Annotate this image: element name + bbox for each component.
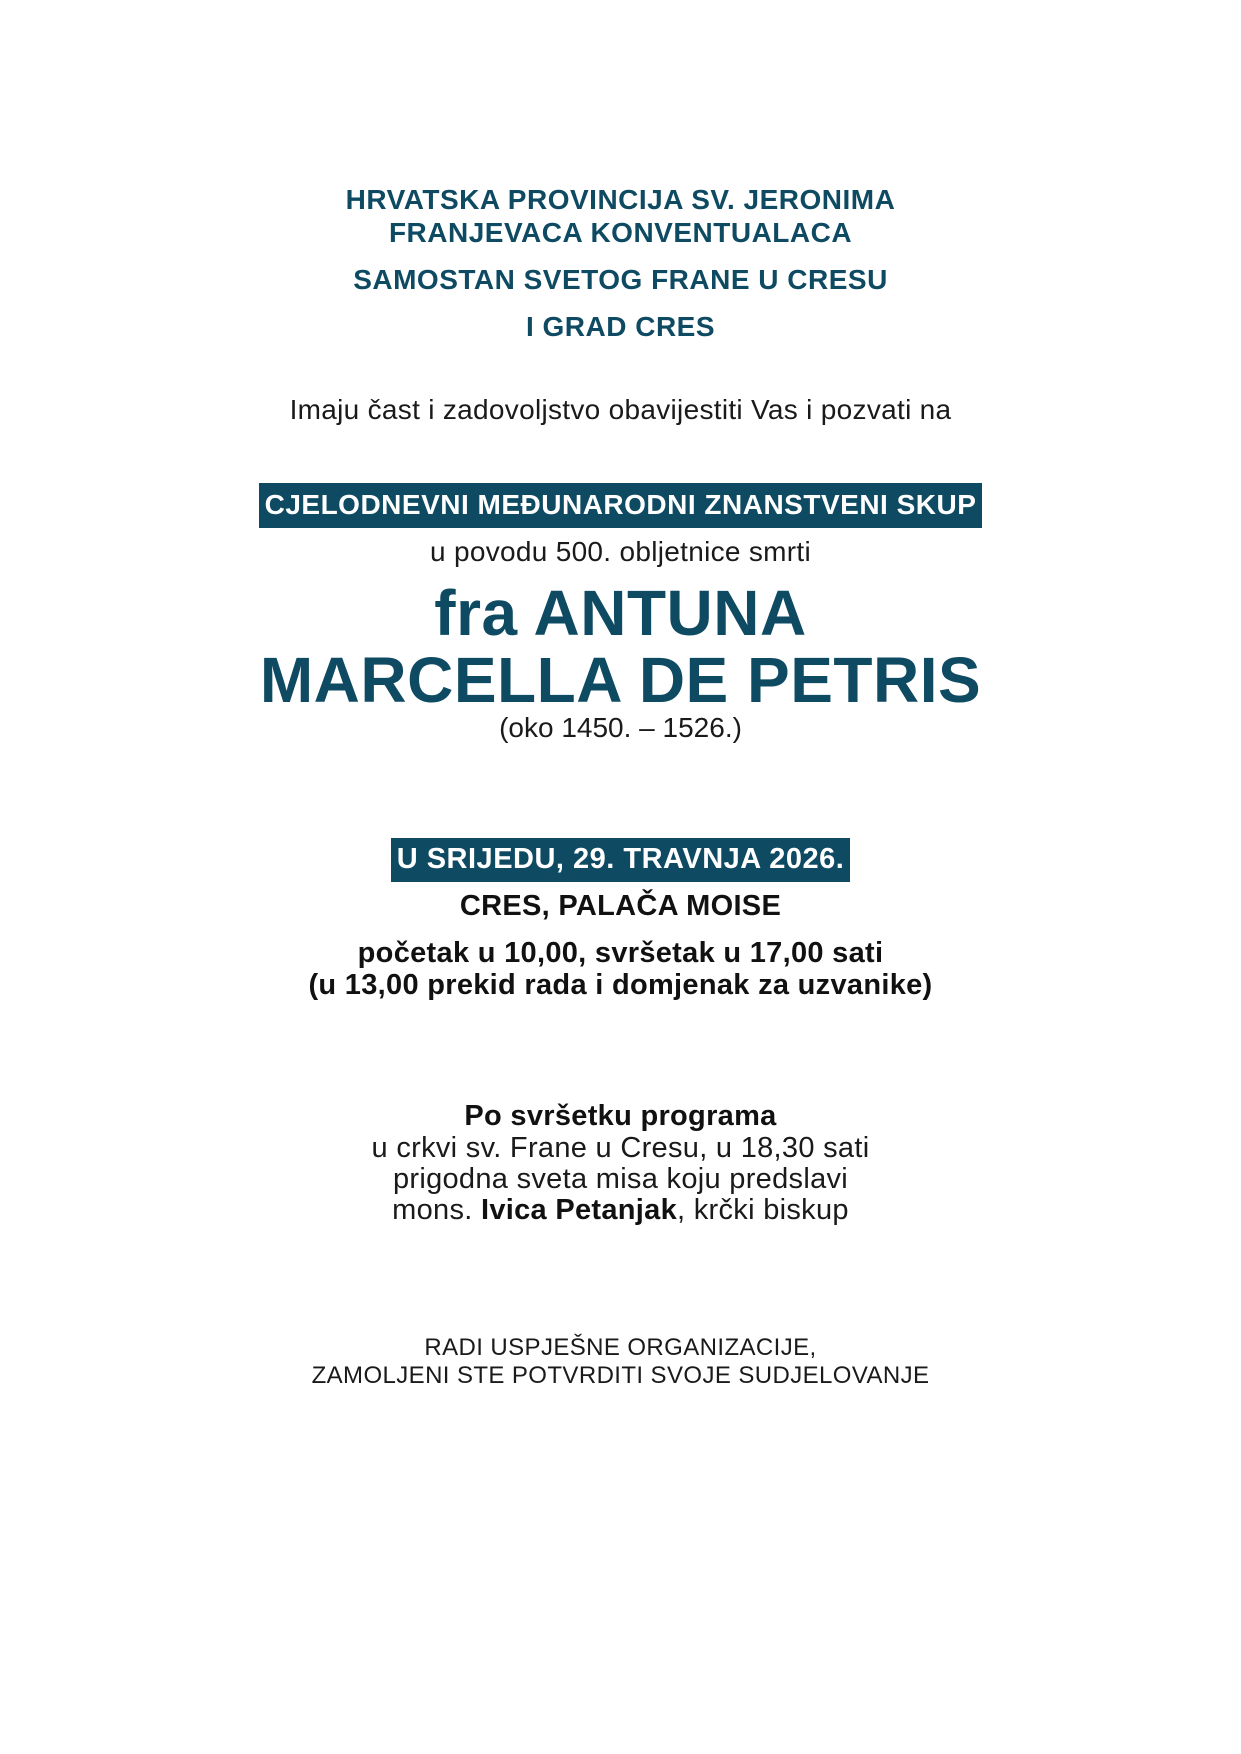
event-occasion: u povodu 500. obljetnice smrti (430, 536, 811, 567)
rsvp-line-2: ZAMOLJENI STE POTVRDITI SVOJE SUDJELOVANJE (311, 1362, 930, 1389)
date-banner: U SRIJEDU, 29. TRAVNJA 2026. (391, 838, 851, 882)
intro-text: Imaju čast i zadovoljstvo obavijestiti Vas i pozvati na (289, 394, 952, 425)
mass-line-2: prigodna sveta misa koju predslavi (392, 1163, 849, 1195)
mass-line-3 (0, 1194, 1241, 1227)
organizer-line-3: SAMOSTAN SVETOG FRANE U CRESU (353, 264, 888, 295)
schedule-break: (u 13,00 prekid rada i domjenak za uzvanike) (308, 969, 933, 1001)
bishop-title: , krčki biskup (677, 1194, 849, 1226)
organizer-line-2: FRANJEVACA KONVENTUALACA (388, 217, 853, 248)
schedule-time: početak u 10,00, svršetak u 17,00 sati (357, 937, 884, 969)
honoree-years: (oko 1450. – 1526.) (499, 712, 742, 743)
mass-line-1: u crkvi sv. Frane u Cresu, u 18,30 sati (371, 1132, 870, 1164)
venue: CRES, PALAČA MOISE (459, 890, 782, 922)
mass-heading: Po svršetku programa (464, 1100, 777, 1132)
honoree-name-line-2: MARCELLA DE PETRIS (259, 644, 982, 716)
honoree-name-line-1: fra ANTUNA (434, 577, 807, 649)
organizer-line-1: HRVATSKA PROVINCIJA SV. JERONIMA (345, 184, 896, 215)
event-title-banner-wrap (0, 483, 1241, 528)
bishop-name: Ivica Petanjak (480, 1194, 678, 1226)
date-banner-wrap (0, 838, 1241, 882)
rsvp-line-1: RADI USPJEŠNE ORGANIZACIJE, (424, 1334, 817, 1361)
mass-title-prefix: mons. (392, 1194, 473, 1226)
event-title-banner: CJELODNEVNI MEĐUNARODNI ZNANSTVENI SKUP (259, 483, 983, 528)
organizer-line-4: I GRAD CRES (525, 311, 716, 342)
